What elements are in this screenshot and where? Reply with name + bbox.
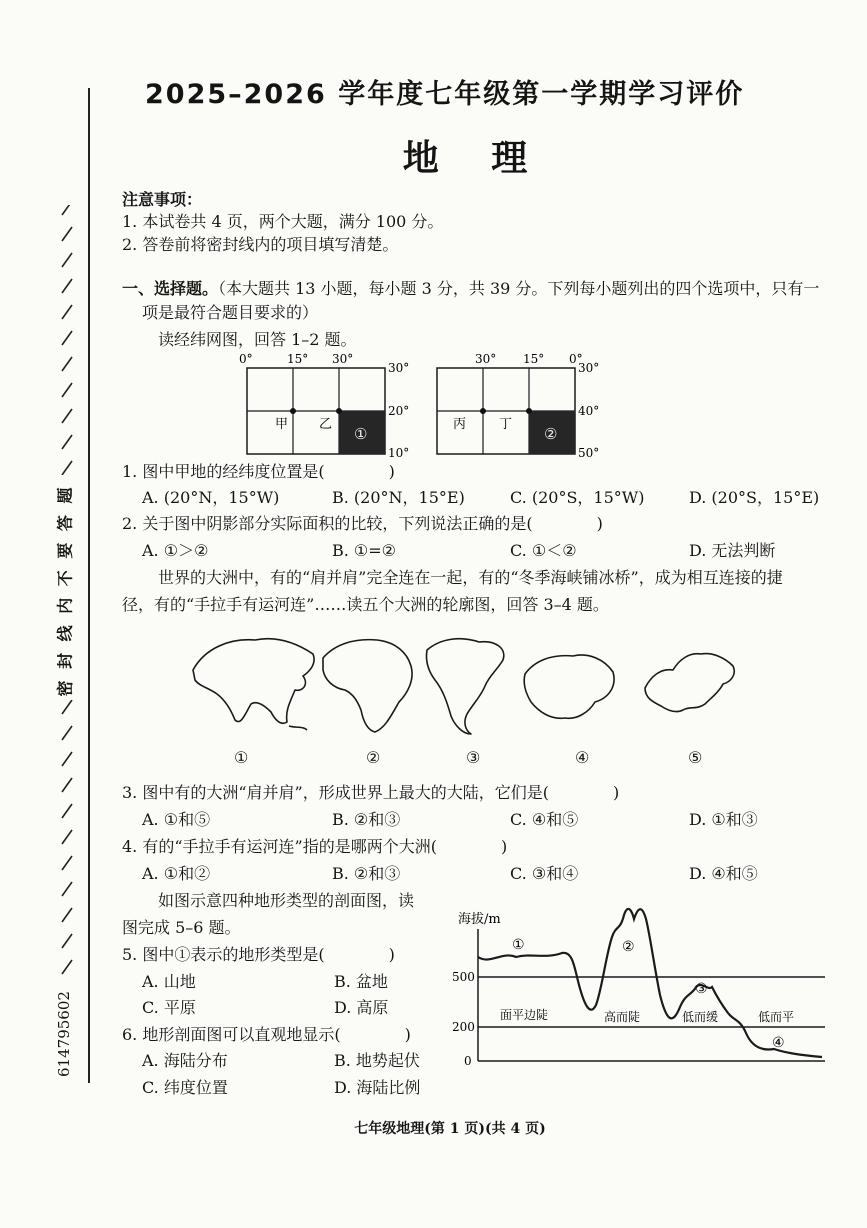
section-desc-line2: 项是最符合题目要求的） [142,303,319,322]
profile-tick-0: 0 [464,1054,472,1068]
terrain-profile [450,895,830,1075]
continent-label-2: ② [366,748,381,767]
q1-option-c[interactable]: C. (20°S，15°W) [510,488,645,507]
grid-left-top-2: 30° [332,352,354,366]
q2-option-c[interactable]: C. ①＜② [510,541,577,560]
grid-left-side-2: 10° [388,446,410,460]
q1-option-d[interactable]: D. (20°S，15°E) [689,488,820,507]
point-bing-label: 丙 [453,417,467,432]
q6-option-a[interactable]: A. 海陆分布 [142,1051,228,1070]
seal-slashes-top [50,205,80,475]
profile-intro-line-2: 图完成 5–6 题。 [122,918,241,937]
q2-option-b[interactable]: B. ①=② [332,541,397,560]
q5-option-b[interactable]: B. 盆地 [334,972,388,991]
q4-option-c[interactable]: C. ③和④ [510,864,579,883]
continent-label-4: ④ [575,748,590,767]
shaded-area-1-label: ① [354,425,368,443]
document-code: 614795602 [55,991,73,1077]
grid-left-side-1: 20° [388,404,410,418]
point-jia-label: 甲 [275,417,289,432]
continent-outlines [185,630,765,740]
profile-marker-2: ② [622,939,635,955]
shaded-area-2-label: ② [544,425,558,443]
profile-marker-4: ④ [772,1035,785,1051]
continent-europe-outline [645,654,734,712]
q2-option-a[interactable]: A. ①＞② [142,541,209,560]
profile-label-mountain: 高而陡 [604,1010,641,1024]
question-1: 1. 图中甲地的经纬度位置是( ) [122,462,395,481]
map-intro: 读经纬网图，回答 1–2 题。 [158,330,357,349]
seal-warning-text: 密 封 线 内 不 要 答 题 [55,484,75,697]
profile-tick-500: 500 [452,970,475,984]
notice-item-2: 2. 答卷前将密封线内的项目填写清楚。 [122,235,399,254]
point-yi-label: 乙 [319,417,333,432]
notice-item-1: 1. 本试卷共 4 页，两个大题，满分 100 分。 [122,212,444,231]
section-desc-line1: （本大题共 13 小题，每小题 3 分，共 39 分。下列每小题列出的四个选项中，只有一 [218,279,820,298]
profile-marker-1: ① [512,937,525,953]
grid-right-top-0: 30° [475,352,497,366]
q5-option-a[interactable]: A. 山地 [142,972,196,991]
continent-label-3: ③ [466,748,481,767]
profile-marker-3: ③ [695,981,708,997]
q6-option-c[interactable]: C. 纬度位置 [142,1078,228,1097]
seal-line [88,88,90,1083]
q1-option-a[interactable]: A. (20°N，15°W) [142,488,280,507]
passage-line-1: 世界的大洲中，有的“肩并肩”完全连在一起，有的“冬季海峡铺冰桥”，成为相互连接的捷 [158,568,783,587]
grid-map-right [425,350,615,460]
grid-right-top-1: 15° [523,352,545,366]
q6-option-b[interactable]: B. 地势起伏 [334,1051,420,1070]
q4-option-b[interactable]: B. ②和③ [332,864,401,883]
continent-label-5: ⑤ [688,748,703,767]
continent-asia-outline [193,639,314,724]
grid-left-top-0: 0° [239,352,253,366]
profile-label-hill: 低而缓 [682,1010,719,1024]
continent-north-america-outline [426,639,503,734]
continent-label-1: ① [234,748,249,767]
subject-title: 地 理 [402,137,548,179]
q3-option-b[interactable]: B. ②和③ [332,810,401,829]
point-ding-label: 丁 [499,417,513,432]
q1-option-b[interactable]: B. (20°N，15°E) [332,488,465,507]
section-title: 一、选择题。 [122,279,219,298]
profile-label-plain: 低而平 [758,1010,795,1024]
profile-intro-line-1: 如图示意四种地形类型的剖面图，读 [158,891,415,910]
profile-tick-200: 200 [452,1020,475,1034]
q6-option-d[interactable]: D. 海陆比例 [334,1078,421,1097]
exam-title: 2025–2026 学年度七年级第一学期学习评价 [145,79,745,110]
question-2: 2. 关于图中阴影部分实际面积的比较，下列说法正确的是( ) [122,514,603,533]
seal-slashes-bottom [50,700,80,980]
page-footer: 七年级地理(第 1 页)(共 4 页) [354,1121,546,1137]
profile-terrain-line [478,909,822,1057]
q5-option-d[interactable]: D. 高原 [334,998,389,1017]
q3-option-d[interactable]: D. ①和③ [689,810,758,829]
grid-right-side-0: 30° [578,361,600,375]
notice-heading: 注意事项： [122,190,203,209]
q3-option-a[interactable]: A. ①和⑤ [142,810,211,829]
q3-option-c[interactable]: C. ④和⑤ [510,810,579,829]
question-5: 5. 图中①表示的地形类型是( ) [122,945,395,964]
question-3: 3. 图中有的大洲“肩并肩”，形成世界上最大的大陆，它们是( ) [122,783,620,802]
q5-option-c[interactable]: C. 平原 [142,998,196,1017]
grid-left-top-1: 15° [287,352,309,366]
profile-label-plateau: 面平边陡 [500,1008,549,1022]
continent-africa-outline [323,640,412,732]
passage-line-2: 径，有的“手拉手有运河连”……读五个大洲的轮廓图，回答 3–4 题。 [122,595,609,614]
grid-map-left [235,350,425,460]
grid-right-side-2: 50° [578,446,600,460]
continent-antarctica-outline [524,655,614,718]
q2-option-d[interactable]: D. 无法判断 [689,541,776,560]
profile-ylabel: 海拔/m [458,912,501,927]
question-4: 4. 有的“手拉手有运河连”指的是哪两个大洲( ) [122,837,508,856]
q4-option-d[interactable]: D. ④和⑤ [689,864,758,883]
q4-option-a[interactable]: A. ①和② [142,864,211,883]
question-6: 6. 地形剖面图可以直观地显示( ) [122,1025,411,1044]
grid-right-top-2: 0° [569,352,583,366]
grid-right-side-1: 40° [578,404,600,418]
section-heading [122,279,819,299]
grid-left-side-0: 30° [388,361,410,375]
